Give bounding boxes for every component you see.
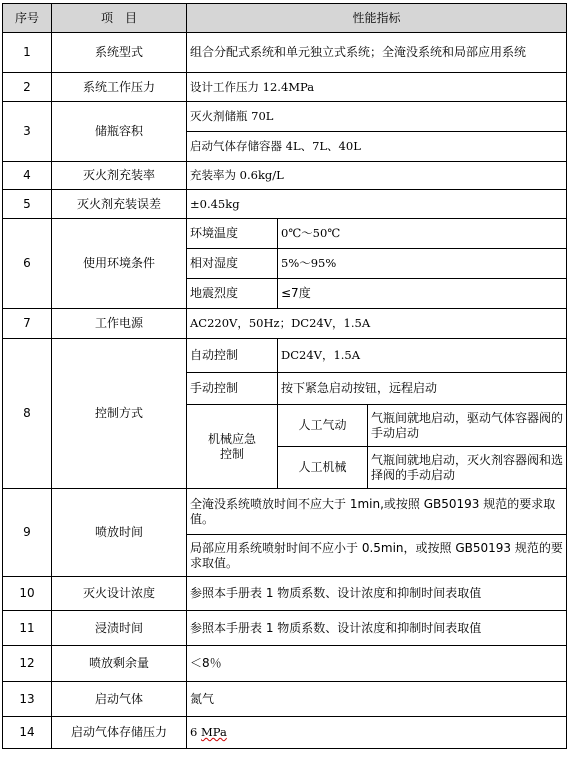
row-spec: 参照本手册表 1 物质系数、设计浓度和抑制时间表取值: [187, 577, 567, 611]
row-spec: 组合分配式系统和单元独立式系统；全淹没系统和局部应用系统: [187, 33, 567, 73]
row-item: 使用环境条件: [52, 219, 187, 309]
row-no: 11: [3, 611, 52, 646]
manual-control-label: 手动控制: [187, 373, 278, 405]
row-spec: ±0.45kg: [187, 190, 567, 219]
quake-label: 地震烈度: [187, 279, 278, 309]
auto-control-value: DC24V，1.5A: [278, 339, 567, 373]
row-spec: 氮气: [187, 682, 567, 717]
header-item: 项 目: [52, 4, 187, 33]
table-row: [3, 682, 567, 717]
row-item: 储瓶容积: [52, 102, 187, 162]
pressure-unit: MPa: [200, 725, 227, 739]
row-item: 灭火剂充装率: [52, 162, 187, 190]
row-spec-a: 灭火剂储瓶 70L: [187, 102, 567, 132]
table-row: [3, 646, 567, 682]
row-no: 10: [3, 577, 52, 611]
row-no: 13: [3, 682, 52, 717]
header-spec: 性能指标: [187, 4, 567, 33]
mech-sub-value: 气瓶间就地启动，灭火剂容器阀和选择阀的手动启动: [368, 447, 567, 489]
humidity-value: 5%～95%: [278, 249, 567, 279]
row-no: 1: [3, 33, 52, 73]
quake-value: ≤7度: [278, 279, 567, 309]
spec-table: [2, 3, 567, 749]
row-item: 喷放剩余量: [52, 646, 187, 682]
table-header-row: [3, 4, 567, 33]
row-spec: 充装率为 0.6kg/L: [187, 162, 567, 190]
row-no: 8: [3, 339, 52, 489]
header-no: 序号: [3, 4, 52, 33]
humidity-label: 相对湿度: [187, 249, 278, 279]
row-spec-a: 全淹没系统喷放时间不应大于 1min,或按照 GB50193 规范的要求取值。: [187, 489, 567, 535]
manual-control-value: 按下紧急启动按钮，远程启动: [278, 373, 567, 405]
table-row: [3, 489, 567, 535]
row-spec: AC220V，50Hz；DC24V，1.5A: [187, 309, 567, 339]
row-spec-b: 局部应用系统喷射时间不应小于 0.5min，或按照 GB50193 规范的要求取值。: [187, 535, 567, 577]
row-item: 启动气体存储压力: [52, 717, 187, 749]
row-item: 系统型式: [52, 33, 187, 73]
row-no: 2: [3, 73, 52, 102]
row-no: 5: [3, 190, 52, 219]
table-row: [3, 611, 567, 646]
row-item: 喷放时间: [52, 489, 187, 577]
row-no: 14: [3, 717, 52, 749]
row-spec: ＜8％: [187, 646, 567, 682]
row-no: 9: [3, 489, 52, 577]
mech-sub-label: 人工机械: [278, 447, 368, 489]
row-no: 4: [3, 162, 52, 190]
temp-value: 0℃～50℃: [278, 219, 567, 249]
row-no: 12: [3, 646, 52, 682]
mech-control-label: 机械应急控制: [187, 405, 278, 489]
table-row: [3, 309, 567, 339]
table-row: [3, 102, 567, 132]
row-spec-b: 启动气体存储容器 4L、7L、40L: [187, 132, 567, 162]
table-row: [3, 219, 567, 249]
row-spec: 设计工作压力 12.4MPa: [187, 73, 567, 102]
row-no: 3: [3, 102, 52, 162]
gas-control-value: 气瓶间就地启动，驱动气体容器阀的手动启动: [368, 405, 567, 447]
table-row: [3, 577, 567, 611]
row-item: 灭火剂充装误差: [52, 190, 187, 219]
row-item: 系统工作压力: [52, 73, 187, 102]
row-spec: 参照本手册表 1 物质系数、设计浓度和抑制时间表取值: [187, 611, 567, 646]
row-no: 6: [3, 219, 52, 309]
row-item: 浸渍时间: [52, 611, 187, 646]
auto-control-label: 自动控制: [187, 339, 278, 373]
table-row: [3, 339, 567, 373]
row-item: 灭火设计浓度: [52, 577, 187, 611]
row-spec: [187, 717, 567, 749]
row-item: 控制方式: [52, 339, 187, 489]
table-row: [3, 190, 567, 219]
temp-label: 环境温度: [187, 219, 278, 249]
table-row: [3, 33, 567, 73]
pressure-number: 6: [190, 725, 201, 739]
table-row: [3, 162, 567, 190]
table-row: [3, 73, 567, 102]
row-item: 启动气体: [52, 682, 187, 717]
row-no: 7: [3, 309, 52, 339]
row-item: 工作电源: [52, 309, 187, 339]
table-row: [3, 717, 567, 749]
gas-control-label: 人工气动: [278, 405, 368, 447]
